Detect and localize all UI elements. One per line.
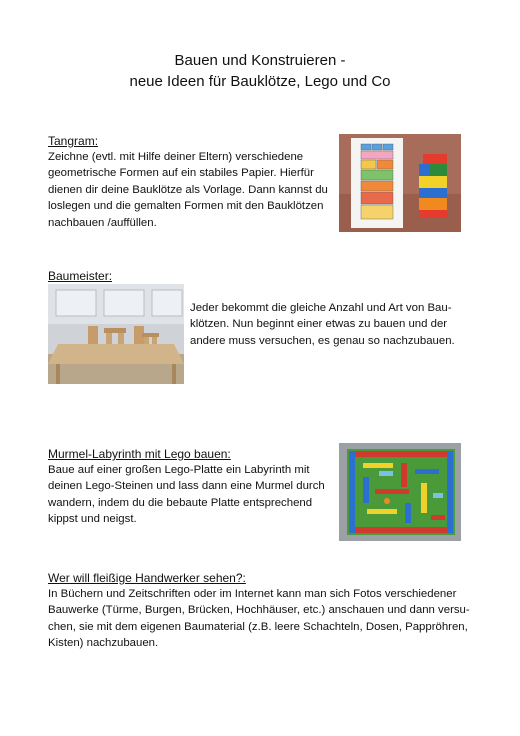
murmel-line: deinen Lego-Steinen und lass dann eine Murmel durch: [48, 480, 325, 493]
murmel-line: kippst und neigst.: [48, 513, 137, 526]
tangram-line: Zeichne (evtl. mit Hilfe deiner Eltern) verschiedene: [48, 151, 304, 163]
tangram-line: nachbauen /auffüllen.: [48, 216, 157, 229]
classroom-photo: [48, 284, 184, 384]
tangram-photo: [339, 134, 461, 232]
tangram-heading: Tangram:: [48, 134, 99, 148]
handwerker-line: chen, sie mit dem eigenen Baumaterial (z.B. leere Schachteln, Dosen, Pappröhren,: [48, 620, 468, 633]
baumeister-text: [190, 300, 455, 349]
tangram-text: [48, 149, 328, 231]
murmel-heading: Murmel-Labyrinth mit Lego bauen:: [48, 447, 231, 461]
title-line-2: neue Ideen für Bauklötze, Lego und Co: [129, 73, 391, 90]
murmel-line: Baue auf einer großen Lego-Platte ein Labyrinth mit: [48, 464, 310, 476]
murmel-text: [48, 462, 325, 528]
handwerker-line: In Büchern und Zeitschriften oder im Internet kann man sich Fotos verschiedener: [48, 588, 457, 600]
handwerker-heading: Wer will fleißige Handwerker sehen?:: [48, 571, 246, 585]
baumeister-heading: Baumeister:: [48, 269, 113, 283]
baumeister-line: Jeder bekommt die gleiche Anzahl und Art von Bau-: [190, 302, 452, 314]
lego-maze-photo: [339, 443, 461, 541]
title-line-1: Bauen und Konstruieren -: [174, 52, 346, 69]
handwerker-text: [48, 586, 470, 652]
murmel-line: wandern, indem du die bebaute Platte entsprechend: [48, 496, 313, 509]
tangram-line: dienen dir deine Bauklötze als Vorlage. Dann kannst du: [48, 183, 328, 196]
baumeister-line: klötzen. Nun beginnt einer etwas zu bauen und der: [190, 318, 448, 331]
page-title: [0, 50, 520, 92]
tangram-line: geometrische Formen auf ein stabiles Papier. Hierfür: [48, 167, 314, 180]
handwerker-line: Kisten) nachzubauen.: [48, 637, 159, 650]
baumeister-line: andere muss versuchen, es genau so nachzubauen.: [190, 334, 455, 347]
tangram-line: loslegen und die gemalten Formen mit den Bauklötzen: [48, 200, 324, 213]
handwerker-line: Bauwerke (Türme, Burgen, Brücken, Hochhäuser, etc.) anschauen und dann versu-: [48, 604, 470, 617]
